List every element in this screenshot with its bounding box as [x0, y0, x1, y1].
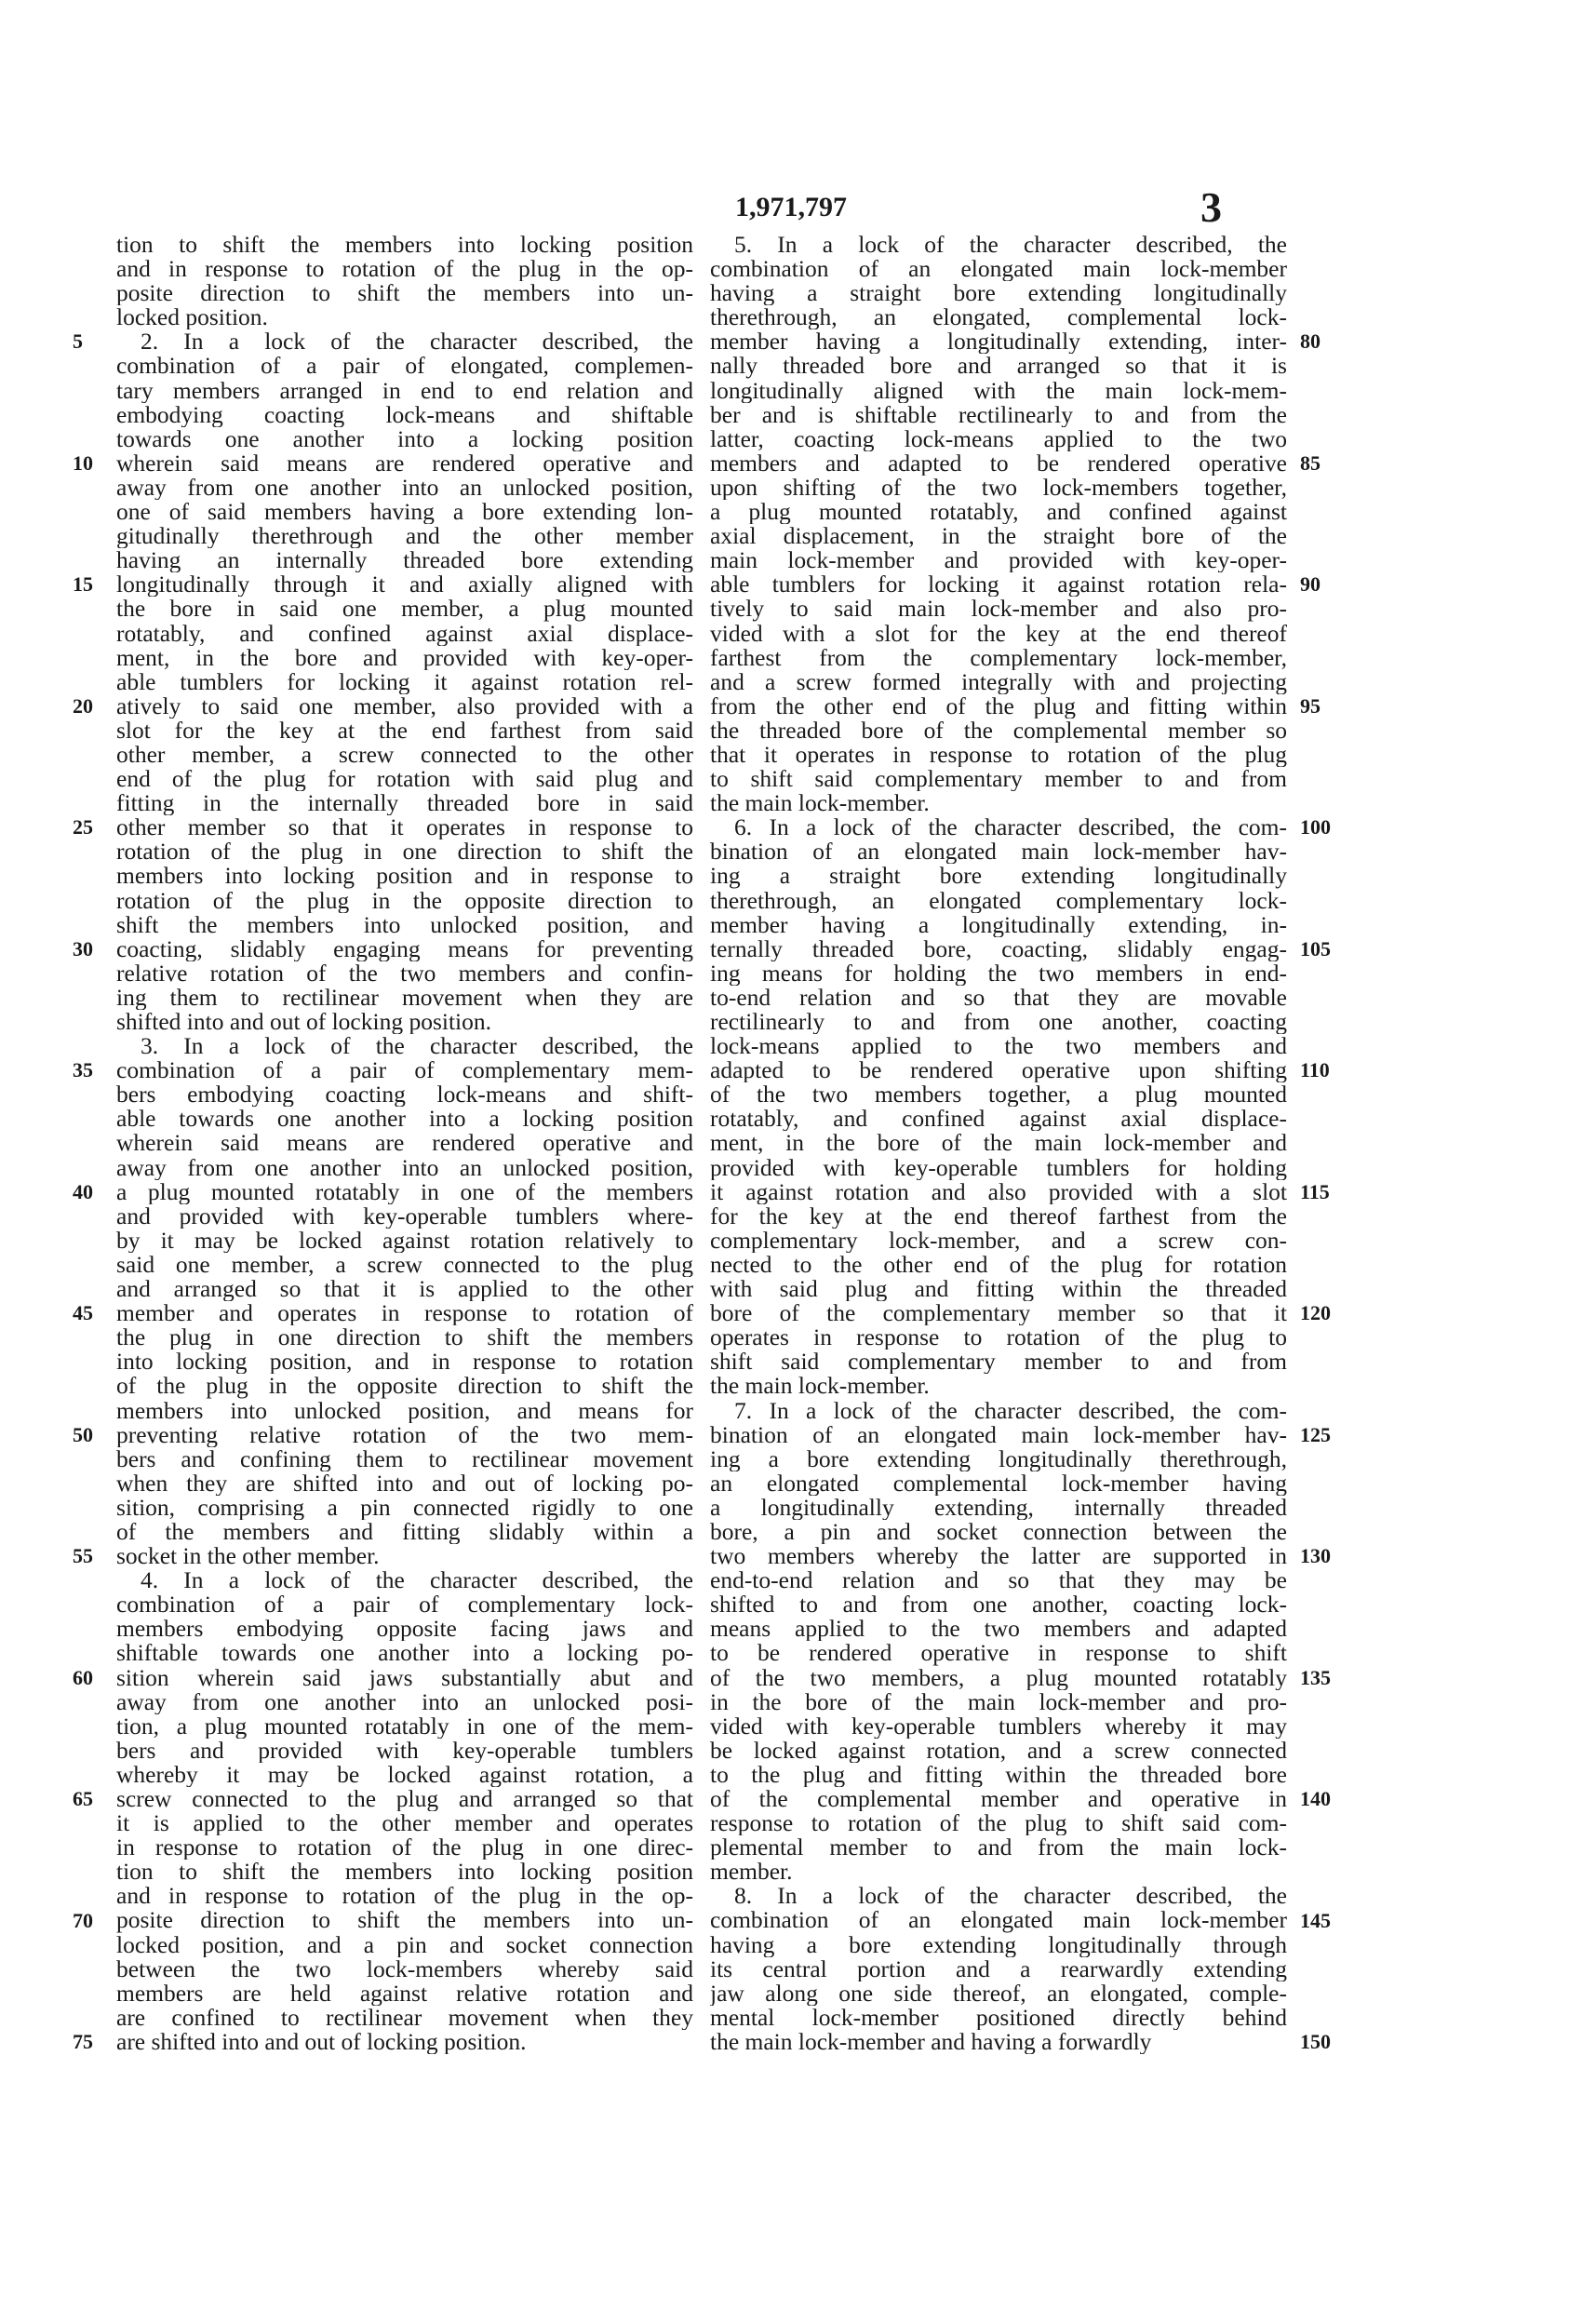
- line-number: 45: [73, 1301, 93, 1325]
- text-line: main lock-member and provided with key-oper-: [710, 548, 1287, 573]
- text-line: its central portion and a rearwardly extending: [710, 1956, 1287, 1981]
- text-line: having an internally threaded bore extending: [116, 548, 693, 573]
- text-line: screw connected to the plug and arranged so that: [116, 1787, 693, 1812]
- text-line: towards one another into a locking position: [116, 426, 693, 451]
- text-line: ing means for holding the two members in end-: [710, 960, 1287, 986]
- text-line: member having a longitudinally extending, in-: [710, 912, 1287, 937]
- line-number: 20: [73, 693, 93, 718]
- text-line: tion, a plug mounted rotatably in one of the mem-: [116, 1713, 693, 1739]
- text-line: 7. In a lock of the character described, the com-: [734, 1398, 1287, 1423]
- text-line: away from one another into an unlocked position,: [116, 1155, 693, 1180]
- text-line: operates in response to rotation of the plug to: [710, 1325, 1287, 1350]
- text-line: 8. In a lock of the character described, the: [734, 1884, 1287, 1909]
- text-line: therethrough, an elongated complementary lock-: [710, 888, 1287, 913]
- patent-number: 1,971,797: [735, 192, 847, 222]
- text-line: between the two lock-members whereby said: [116, 1956, 693, 1981]
- text-line: other member, a screw connected to the other: [116, 742, 693, 768]
- line-number: 115: [1300, 1179, 1330, 1203]
- text-line: the main lock-member and having a forwardly: [710, 2029, 1152, 2055]
- text-line: rectilinearly to and from one another, coacting: [710, 1010, 1287, 1035]
- text-line: 2. In a lock of the character described, the: [141, 329, 693, 355]
- text-line: of the two members together, a plug mounted: [710, 1082, 1287, 1108]
- text-line: ing a bore extending longitudinally therethrough,: [710, 1446, 1287, 1471]
- line-number: 105: [1300, 936, 1331, 960]
- text-line: ber and is shiftable rectilinearly to and from the: [710, 402, 1287, 427]
- text-line: from the other end of the plug and fitting within: [710, 693, 1287, 719]
- text-line: member having a longitudinally extending, inter-: [710, 329, 1287, 355]
- text-line: bination of an elongated main lock-member hav-: [710, 840, 1287, 865]
- text-line: posite direction to shift the members into un-: [116, 281, 693, 306]
- text-line: combination of a pair of elongated, complemen-: [116, 354, 693, 379]
- text-line: shift said complementary member to and from: [710, 1350, 1287, 1375]
- line-number: 125: [1300, 1422, 1331, 1446]
- line-number: 15: [73, 572, 93, 597]
- text-line: axial displacement, in the straight bore of the: [710, 524, 1287, 549]
- line-number: 65: [73, 1787, 93, 1811]
- line-number: 30: [73, 936, 93, 960]
- text-line: end of the plug for rotation with said plug and: [116, 767, 693, 792]
- text-line: of the complemental member and operative in: [710, 1787, 1287, 1812]
- text-line: locked position.: [116, 305, 268, 330]
- text-line: an elongated complemental lock-member having: [710, 1471, 1287, 1496]
- text-line: ternally threaded bore, coacting, slidably engag-: [710, 936, 1287, 961]
- text-line: gitudinally therethrough and the other member: [116, 524, 693, 549]
- text-line: lock-means applied to the two members and: [710, 1034, 1287, 1059]
- text-line: combination of a pair of complementary mem-: [116, 1058, 693, 1083]
- line-number: 35: [73, 1058, 93, 1082]
- text-line: other member so that it operates in response to: [116, 815, 693, 840]
- text-line: a plug mounted rotatably in one of the members: [116, 1179, 693, 1204]
- text-line: the bore in said one member, a plug mounted: [116, 597, 693, 622]
- text-line: to be rendered operative in response to shift: [710, 1641, 1287, 1666]
- text-line: wherein said means are rendered operative and: [116, 1131, 693, 1156]
- text-line: ing them to rectilinear movement when they are: [116, 985, 693, 1010]
- text-line: able towards one another into a locking position: [116, 1107, 693, 1132]
- text-line: of the members and fitting slidably within a: [116, 1519, 693, 1545]
- line-number: 150: [1300, 2030, 1331, 2054]
- text-line: a plug mounted rotatably, and confined against: [710, 500, 1287, 525]
- text-line: bers embodying coacting lock-means and shift-: [116, 1082, 693, 1108]
- text-line: nally threaded bore and arranged so that it is: [710, 354, 1287, 379]
- text-line: having a bore extending longitudinally through: [710, 1932, 1287, 1957]
- text-line: when they are shifted into and out of locking po-: [116, 1471, 693, 1496]
- text-line: fitting in the internally threaded bore in said: [116, 791, 693, 816]
- text-line: the threaded bore of the complemental member so: [710, 718, 1287, 743]
- line-number: 40: [73, 1179, 93, 1203]
- text-line: combination of an elongated main lock-member: [710, 1908, 1287, 1933]
- line-number: 10: [73, 450, 93, 475]
- line-number: 85: [1300, 450, 1321, 475]
- text-line: are shifted into and out of locking position.: [116, 2029, 527, 2055]
- text-line: shift the members into unlocked position, and: [116, 912, 693, 937]
- text-line: sition wherein said jaws substantially abut and: [116, 1665, 693, 1690]
- text-line: to shift said complementary member to and from: [710, 767, 1287, 792]
- text-line: the main lock-member.: [710, 1374, 930, 1399]
- text-line: nected to the other end of the plug for rotation: [710, 1252, 1287, 1278]
- text-line: and in response to rotation of the plug in the op-: [116, 257, 693, 282]
- line-number: 135: [1300, 1665, 1331, 1689]
- line-number: 80: [1300, 329, 1321, 354]
- text-line: two members whereby the latter are supported in: [710, 1544, 1287, 1569]
- text-line: therethrough, an elongated, complemental lock-: [710, 305, 1287, 330]
- text-line: the main lock-member.: [710, 791, 930, 816]
- text-line: relative rotation of the two members and confin-: [116, 960, 693, 986]
- text-line: upon shifting of the two lock-members together,: [710, 475, 1287, 501]
- text-line: tively to said main lock-member and also pro-: [710, 597, 1287, 622]
- line-number: 95: [1300, 693, 1321, 718]
- line-number: 60: [73, 1665, 93, 1689]
- text-line: mental lock-member positioned directly behind: [710, 2005, 1287, 2030]
- page-header: [0, 182, 1582, 229]
- line-number: 140: [1300, 1787, 1331, 1811]
- text-line: member.: [710, 1860, 793, 1885]
- text-line: vided with key-operable tumblers whereby it may: [710, 1713, 1287, 1739]
- line-number: 130: [1300, 1544, 1331, 1568]
- line-number: 50: [73, 1422, 93, 1446]
- text-line: shifted to and from one another, coacting lock-: [710, 1592, 1287, 1618]
- text-line: able tumblers for locking it against rotation rela-: [710, 572, 1287, 598]
- line-number: 90: [1300, 572, 1321, 597]
- text-line: adapted to be rendered operative upon shifting: [710, 1058, 1287, 1083]
- line-number: 70: [73, 1908, 93, 1932]
- text-line: members are held against relative rotation and: [116, 1981, 693, 2006]
- text-line: tion to shift the members into locking position: [116, 233, 693, 258]
- line-number: 145: [1300, 1908, 1331, 1932]
- text-line: of the two members, a plug mounted rotatably: [710, 1665, 1287, 1690]
- text-line: rotation of the plug in the opposite direction to: [116, 888, 693, 913]
- text-line: having a straight bore extending longitudinally: [710, 281, 1287, 306]
- page-number: 3: [1200, 183, 1222, 231]
- text-line: in the bore of the main lock-member and pro-: [710, 1689, 1287, 1714]
- text-line: latter, coacting lock-means applied to the two: [710, 426, 1287, 451]
- text-line: into locking position, and in response to rotation: [116, 1350, 693, 1375]
- text-line: sition, comprising a pin connected rigidly to one: [116, 1495, 693, 1520]
- text-line: bore, a pin and socket connection between the: [710, 1519, 1287, 1545]
- line-number: 5: [73, 329, 83, 354]
- text-line: and arranged so that it is applied to the other: [116, 1277, 693, 1302]
- text-line: complementary lock-member, and a screw con-: [710, 1228, 1287, 1253]
- text-line: members into locking position and in response to: [116, 864, 693, 889]
- text-line: 3. In a lock of the character described, the: [141, 1034, 693, 1059]
- text-line: to-end relation and so that they are movable: [710, 985, 1287, 1010]
- text-line: be locked against rotation, and a screw connected: [710, 1738, 1287, 1763]
- text-line: vided with a slot for the key at the end thereof: [710, 621, 1287, 646]
- text-line: response to rotation of the plug to shift said com-: [710, 1811, 1287, 1836]
- text-line: of the plug in the opposite direction to shift the: [116, 1374, 693, 1399]
- text-line: members into unlocked position, and means for: [116, 1398, 693, 1423]
- text-line: plemental member to and from the main lock-: [710, 1835, 1287, 1861]
- text-line: rotatably, and confined against axial displace-: [710, 1107, 1287, 1132]
- text-line: away from one another into an unlocked posi-: [116, 1689, 693, 1714]
- text-line: rotatably, and confined against axial displace-: [116, 621, 693, 646]
- text-line: combination of an elongated main lock-member: [710, 257, 1287, 282]
- text-line: tion to shift the members into locking position: [116, 1860, 693, 1885]
- text-line: locked position, and a pin and socket connection: [116, 1932, 693, 1957]
- text-line: and provided with key-operable tumblers where-: [116, 1203, 693, 1229]
- text-line: bore of the complementary member so that it: [710, 1301, 1287, 1326]
- text-line: members and adapted to be rendered operative: [710, 450, 1287, 476]
- text-line: it is applied to the other member and operates: [116, 1811, 693, 1836]
- text-line: provided with key-operable tumblers for holding: [710, 1155, 1287, 1180]
- text-line: bers and confining them to rectilinear movement: [116, 1446, 693, 1471]
- text-line: jaw along one side thereof, an elongated, comple-: [710, 1981, 1287, 2006]
- text-line: with said plug and fitting within the threaded: [710, 1277, 1287, 1302]
- line-number: 110: [1300, 1058, 1330, 1082]
- line-number: 100: [1300, 815, 1331, 840]
- text-line: preventing relative rotation of the two mem-: [116, 1422, 693, 1447]
- line-number: 75: [73, 2030, 93, 2054]
- text-line: shiftable towards one another into a locking po-: [116, 1641, 693, 1666]
- text-line: 5. In a lock of the character described, the: [734, 233, 1287, 258]
- text-line: members embodying opposite facing jaws and: [116, 1617, 693, 1642]
- right-text-column: [710, 233, 1287, 2054]
- text-line: it against rotation and also provided with a slot: [710, 1179, 1287, 1204]
- line-number: 55: [73, 1544, 93, 1568]
- text-line: ment, in the bore of the main lock-member and: [710, 1131, 1287, 1156]
- left-text-column: [116, 233, 693, 2054]
- text-line: tary members arranged in end to end relation and: [116, 378, 693, 403]
- text-line: longitudinally through it and axially aligned with: [116, 572, 693, 598]
- text-line: a longitudinally extending, internally threaded: [710, 1495, 1287, 1520]
- text-line: farthest from the complementary lock-member,: [710, 645, 1287, 670]
- text-line: away from one another into an unlocked position,: [116, 475, 693, 501]
- text-line: embodying coacting lock-means and shiftable: [116, 402, 693, 427]
- text-line: wherein said means are rendered operative and: [116, 450, 693, 476]
- text-line: by it may be locked against rotation relatively to: [116, 1228, 693, 1253]
- text-line: able tumblers for locking it against rotation rel-: [116, 669, 693, 694]
- text-line: longitudinally aligned with the main lock-mem-: [710, 378, 1287, 403]
- text-line: that it operates in response to rotation of the plug: [710, 742, 1287, 768]
- text-line: socket in the other member.: [116, 1544, 380, 1569]
- text-line: ment, in the bore and provided with key-oper-: [116, 645, 693, 670]
- text-line: said one member, a screw connected to the plug: [116, 1252, 693, 1278]
- text-line: to the plug and fitting within the threaded bore: [710, 1762, 1287, 1787]
- text-line: shifted into and out of locking position.: [116, 1010, 492, 1035]
- text-line: for the key at the end thereof farthest from the: [710, 1203, 1287, 1229]
- line-number: 120: [1300, 1301, 1331, 1325]
- text-line: whereby it may be locked against rotation, a: [116, 1762, 693, 1787]
- text-line: means applied to the two members and adapted: [710, 1617, 1287, 1642]
- text-line: 4. In a lock of the character described, the: [141, 1568, 693, 1593]
- text-line: atively to said one member, also provided with a: [116, 693, 693, 719]
- text-line: combination of a pair of complementary lock-: [116, 1592, 693, 1618]
- text-line: coacting, slidably engaging means for preventing: [116, 936, 693, 961]
- text-line: in response to rotation of the plug in one direc-: [116, 1835, 693, 1861]
- text-line: the plug in one direction to shift the members: [116, 1325, 693, 1350]
- line-number: 25: [73, 815, 93, 840]
- text-line: ing a straight bore extending longitudinally: [710, 864, 1287, 889]
- text-line: slot for the key at the end farthest from said: [116, 718, 693, 743]
- text-line: bination of an elongated main lock-member hav-: [710, 1422, 1287, 1447]
- text-line: bers and provided with key-operable tumblers: [116, 1738, 693, 1763]
- text-line: are confined to rectilinear movement when they: [116, 2005, 693, 2030]
- text-line: end-to-end relation and so that they may be: [710, 1568, 1287, 1593]
- text-line: one of said members having a bore extending lon-: [116, 500, 693, 525]
- text-line: and in response to rotation of the plug in the op-: [116, 1884, 693, 1909]
- text-line: posite direction to shift the members into un-: [116, 1908, 693, 1933]
- text-line: 6. In a lock of the character described, the com-: [734, 815, 1287, 840]
- text-line: member and operates in response to rotation of: [116, 1301, 693, 1326]
- text-line: rotation of the plug in one direction to shift the: [116, 840, 693, 865]
- text-line: and a screw formed integrally with and projecting: [710, 669, 1287, 694]
